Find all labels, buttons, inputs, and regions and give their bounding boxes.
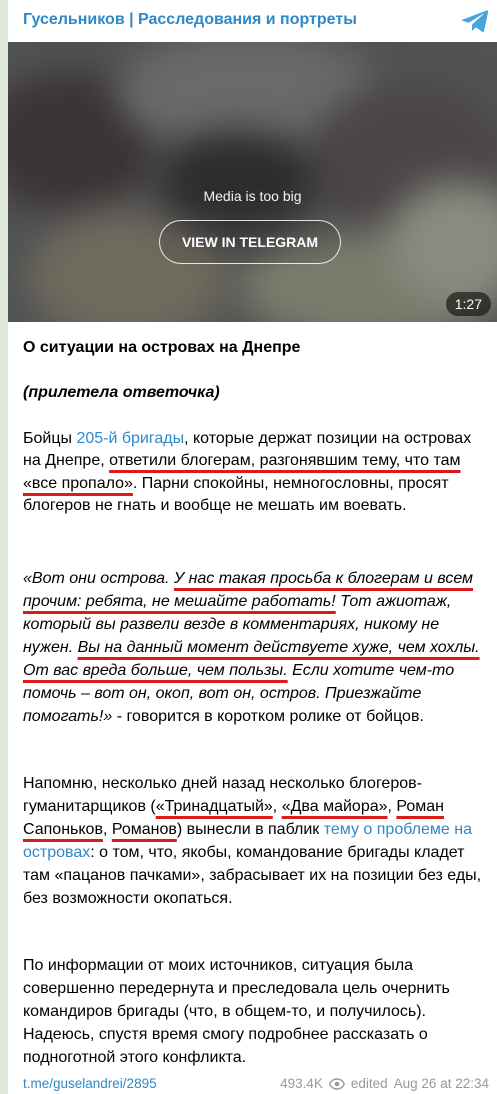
text-segment: - говорится в коротком ролике от бойцов. xyxy=(112,708,424,725)
text-segment: Бойцы xyxy=(23,430,77,447)
chat-background xyxy=(0,0,8,1094)
paragraph-2 xyxy=(23,567,485,728)
message-footer xyxy=(8,1074,497,1094)
message-meta xyxy=(280,1076,489,1091)
message-card xyxy=(8,0,497,1094)
paragraph-3 xyxy=(23,772,485,910)
text-segment: Тот ажиотаж, который вы развели везде в комментариях, никому не нужен. xyxy=(23,593,452,656)
underlined-name: Романов xyxy=(111,821,177,838)
telegram-icon[interactable] xyxy=(461,9,489,33)
edited-label: edited xyxy=(350,1076,388,1091)
text-segment: , xyxy=(272,798,282,815)
text-segment: Если хотите чем-то помочь – вот он, окоп, вот он, остров. Приезжайте помогать!» xyxy=(23,662,455,725)
view-in-telegram-button[interactable]: VIEW IN TELEGRAM xyxy=(159,220,341,264)
text-segment: ) вынесли в паблик xyxy=(176,821,324,838)
underlined-quote: Вы на данный момент действуете хуже, чем хохлы. От вас вреда больше, чем пользы. xyxy=(23,639,480,679)
paragraph-4: По информации от моих источников, ситуация была совершенно передернута и преследовала цель очернить командиров бригады (что, в общем-то, и получилось). Надеюсь, спустя время смогу подробнее рассказать о подноготной этого конфликта. xyxy=(23,957,450,1066)
view-count: 493.4K xyxy=(280,1076,323,1091)
message-header xyxy=(8,0,497,42)
text-segment: , xyxy=(102,821,112,838)
text-segment: «Вот они острова. xyxy=(23,570,174,587)
brigade-link[interactable]: 205-й бригады xyxy=(76,430,185,447)
topic-link[interactable]: тему о проблеме на островах xyxy=(23,821,472,861)
text-segment: : о том, что, якобы, командование бригады кладет там «пацанов пачками», забрасывает их на позиции без еды, без возможности окопаться. xyxy=(23,844,482,907)
text-segment: Напомню, несколько дней назад несколько блогеров-гуманитарщиков ( xyxy=(23,775,422,815)
paragraph-1 xyxy=(23,428,485,518)
video-duration-badge: 1:27 xyxy=(446,292,491,316)
text-segment: , xyxy=(387,798,397,815)
post-permalink[interactable]: t.me/guselandrei/2895 xyxy=(23,1076,157,1091)
underlined-quote: ответили блогерам, разгонявшим тему, что там «все пропало» xyxy=(23,452,461,492)
post-subtitle: (прилетела ответочка) xyxy=(23,384,220,401)
underlined-name: «Два майора» xyxy=(281,798,388,815)
underlined-quote: У нас такая просьба к блогерам и всем прочим: ребята, не мешайте работать! xyxy=(23,570,474,610)
media-too-big-text: Media is too big xyxy=(203,188,302,204)
underlined-name: Роман Сапоньков xyxy=(23,798,445,838)
channel-name-link[interactable]: Гусельников | Расследования и портреты xyxy=(23,11,357,28)
post-title: О ситуации на островах на Днепре xyxy=(23,339,301,356)
video-preview[interactable] xyxy=(8,42,497,322)
message-datetime[interactable]: Aug 26 at 22:34 xyxy=(393,1076,489,1091)
eye-icon xyxy=(329,1078,345,1090)
text-segment: , которые держат позиции на островах на Днепре, xyxy=(23,430,472,470)
text-segment: . Парни спокойны, немногословны, просят блогеров не гнать и вообще не мешать им воевать. xyxy=(23,474,449,515)
underlined-name: «Тринадцатый» xyxy=(155,798,273,815)
